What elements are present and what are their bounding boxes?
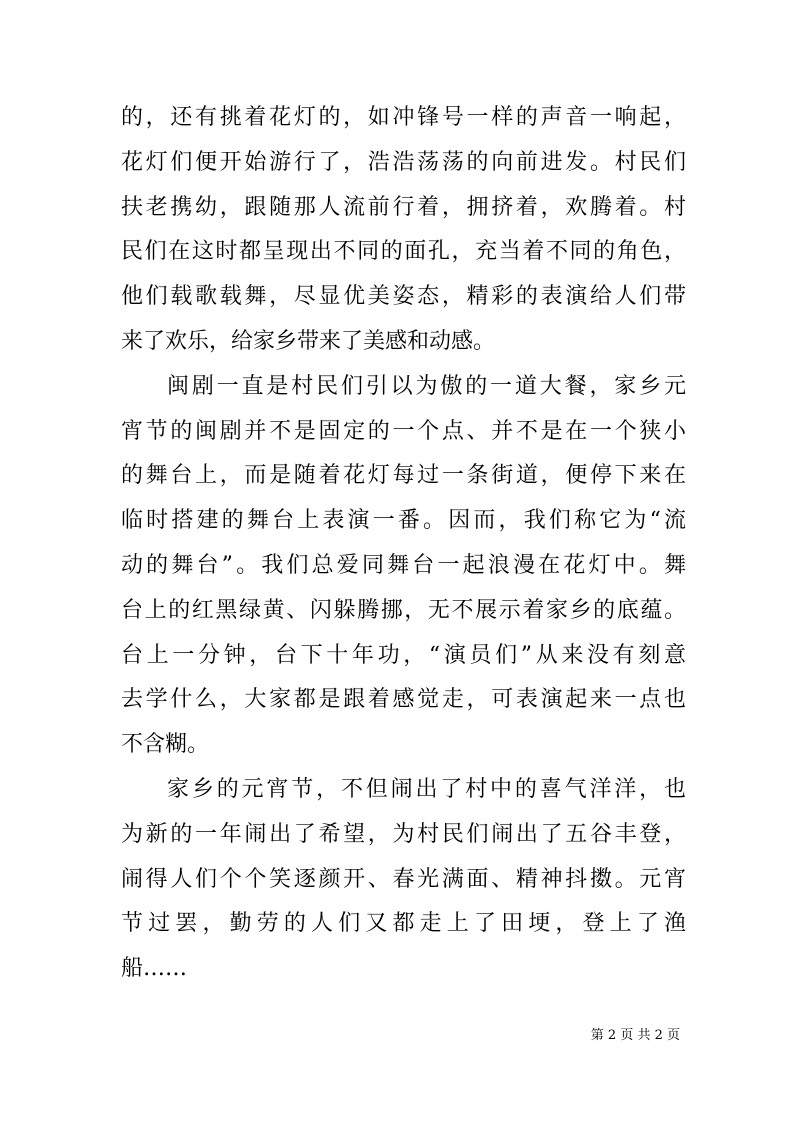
text-line: 的舞台上，而是随着花灯每过一条街道，便停下来在 (121, 463, 686, 489)
text-line: 去学什么，大家都是跟着感觉走，可表演起来一点也 (121, 687, 686, 713)
article-body (121, 96, 686, 992)
text-line: 民们在这时都呈现出不同的面孔，充当着不同的角色， (121, 239, 686, 265)
text-line: 为新的一年闹出了希望，为村民们闹出了五谷丰登， (121, 821, 686, 847)
text-line: 闽剧一直是村民们引以为傲的一道大餐，家乡元 (167, 373, 686, 399)
text-line: 扶老携幼，跟随那人流前行着，拥挤着，欢腾着。村 (121, 194, 686, 220)
paragraph-2 (121, 365, 686, 768)
text-line: 动的舞台”。我们总爱同舞台一起浪漫在花灯中。舞 (121, 552, 686, 578)
text-line: 闹得人们个个笑逐颜开、春光满面、精神抖擞。元宵 (121, 866, 686, 892)
text-line: 台上的红黑绿黄、闪躲腾挪，无不展示着家乡的底蕴。 (121, 597, 686, 623)
text-line: 来了欢乐，给家乡带来了美感和动感。 (121, 328, 496, 354)
text-line: 台上一分钟，台下十年功，“演员们”从来没有刻意 (121, 642, 686, 668)
text-line: 宵节的闽剧并不是固定的一个点、并不是在一个狭小 (121, 418, 686, 444)
paragraph-3 (121, 768, 686, 992)
text-line: 船…… (121, 956, 188, 982)
paragraph-1 (121, 96, 686, 365)
text-line: 花灯们便开始游行了，浩浩荡荡的向前进发。村民们 (121, 149, 686, 175)
text-line: 不含糊。 (121, 732, 210, 758)
text-line: 他们载歌载舞，尽显优美姿态，精彩的表演给人们带 (121, 284, 686, 310)
text-line: 临时搭建的舞台上表演一番。因而，我们称它为“流 (121, 508, 686, 534)
text-line: 节过罢，勤劳的人们又都走上了田埂，登上了渔 (121, 911, 686, 937)
text-line: 的，还有挑着花灯的，如冲锋号一样的声音一响起， (121, 105, 686, 130)
page-number-footer: 第 2 页 共 2 页 (590, 1028, 680, 1043)
text-line: 家乡的元宵节，不但闹出了村中的喜气洋洋，也 (167, 776, 686, 802)
